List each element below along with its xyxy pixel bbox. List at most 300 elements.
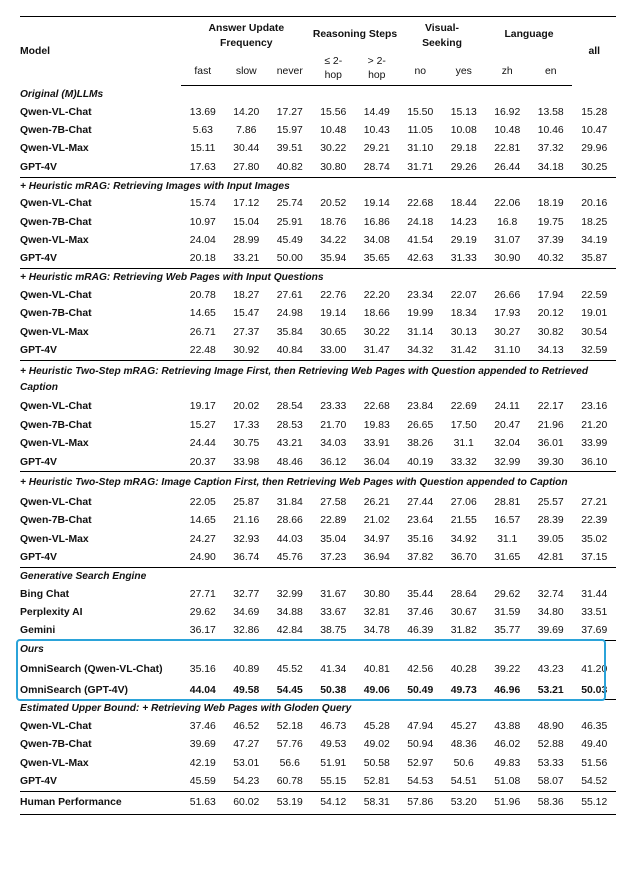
model-name: GPT-4V bbox=[20, 776, 57, 788]
cell-no: 50.94 bbox=[407, 739, 434, 751]
cell-no: 54.53 bbox=[407, 776, 434, 788]
cell-zh: 32.04 bbox=[494, 438, 521, 450]
cell-fast: 24.90 bbox=[189, 552, 216, 564]
cell-all: 22.59 bbox=[581, 289, 608, 301]
cell-yes: 50.6 bbox=[453, 757, 474, 769]
cell-en: 25.57 bbox=[537, 496, 564, 508]
cell-le-2-hop: 22.76 bbox=[320, 289, 347, 301]
section-header bbox=[20, 700, 616, 718]
cell-yes: 27.06 bbox=[450, 496, 477, 508]
model-name: GPT-4V bbox=[20, 552, 57, 564]
model-name: Qwen-VL-Chat bbox=[20, 721, 92, 733]
cell-all: 54.52 bbox=[581, 776, 608, 788]
table-row bbox=[20, 530, 616, 548]
cell-no: 46.39 bbox=[407, 625, 434, 637]
cell-all: 41.20 bbox=[581, 663, 608, 675]
cell-en: 13.58 bbox=[537, 106, 564, 118]
cell-gt-2-hop: 14.49 bbox=[363, 106, 390, 118]
cell-no: 57.86 bbox=[399, 791, 442, 814]
cell-gt-2-hop: 34.97 bbox=[363, 533, 390, 545]
cell-fast: 15.27 bbox=[189, 419, 216, 431]
cell-never: 57.76 bbox=[276, 739, 303, 751]
cell-fast: 15.11 bbox=[190, 143, 216, 155]
cell-never: 28.66 bbox=[276, 515, 303, 527]
cell-yes: 53.20 bbox=[442, 791, 486, 814]
model-name: Qwen-7B-Chat bbox=[20, 216, 92, 228]
cell-never: 45.49 bbox=[276, 235, 303, 247]
table-row bbox=[20, 622, 616, 641]
cell-zh: 24.11 bbox=[494, 401, 520, 413]
cell-no: 24.18 bbox=[407, 216, 434, 228]
header-zh: zh bbox=[485, 51, 528, 86]
table-row bbox=[20, 250, 616, 269]
cell-gt-2-hop: 32.81 bbox=[363, 606, 390, 618]
cell-en: 42.81 bbox=[537, 552, 564, 564]
cell-zh: 31.10 bbox=[494, 344, 521, 356]
cell-gt-2-hop: 58.31 bbox=[355, 791, 398, 814]
cell-zh: 10.48 bbox=[494, 125, 521, 137]
cell-le-2-hop: 38.75 bbox=[320, 625, 347, 637]
section-title: + Heuristic mRAG: Retrieving Images with Input Images bbox=[20, 177, 616, 195]
cell-yes: 31.33 bbox=[450, 253, 477, 265]
cell-yes: 29.19 bbox=[450, 235, 477, 247]
cell-slow: 7.86 bbox=[236, 125, 257, 137]
cell-all: 29.96 bbox=[581, 143, 608, 155]
cell-no: 35.44 bbox=[407, 588, 434, 600]
cell-slow: 32.86 bbox=[233, 625, 260, 637]
cell-slow: 27.37 bbox=[233, 326, 260, 338]
results-body bbox=[20, 86, 616, 815]
cell-en: 17.94 bbox=[537, 289, 564, 301]
table-row bbox=[20, 416, 616, 434]
cell-zh: 26.44 bbox=[494, 161, 521, 173]
cell-never: 32.99 bbox=[276, 588, 303, 600]
cell-slow: 18.27 bbox=[233, 289, 260, 301]
cell-gt-2-hop: 36.94 bbox=[363, 552, 390, 564]
cell-gt-2-hop: 36.04 bbox=[363, 456, 390, 468]
cell-slow: 47.27 bbox=[233, 739, 260, 751]
cell-gt-2-hop: 21.02 bbox=[363, 515, 390, 527]
cell-le-2-hop: 21.70 bbox=[320, 419, 347, 431]
cell-le-2-hop: 20.52 bbox=[320, 198, 347, 210]
section-title: Generative Search Engine bbox=[20, 567, 616, 585]
section-title: + Heuristic Two-Step mRAG: Retrieving Image First, then Retrieving Web Pages with Question appended to Retrieved Caption bbox=[20, 360, 616, 398]
cell-no: 23.84 bbox=[407, 401, 434, 413]
cell-en: 34.13 bbox=[537, 344, 564, 356]
cell-fast: 24.44 bbox=[189, 438, 216, 450]
cell-yes: 34.92 bbox=[450, 533, 477, 545]
cell-no: 15.50 bbox=[407, 106, 434, 118]
cell-zh: 51.08 bbox=[494, 776, 521, 788]
cell-en: 36.01 bbox=[537, 438, 564, 450]
cell-slow: 17.12 bbox=[233, 198, 260, 210]
cell-en: 21.96 bbox=[537, 419, 564, 431]
model-name: Human Performance bbox=[20, 791, 181, 814]
cell-all: 18.25 bbox=[581, 216, 608, 228]
model-name: Qwen-VL-Chat bbox=[20, 198, 92, 210]
cell-all: 30.25 bbox=[581, 161, 608, 173]
cell-fast: 37.46 bbox=[189, 721, 216, 733]
cell-en: 20.12 bbox=[537, 308, 564, 320]
table-row bbox=[20, 158, 616, 177]
cell-no: 22.68 bbox=[407, 198, 434, 210]
cell-yes: 40.28 bbox=[450, 663, 477, 675]
cell-yes: 54.51 bbox=[450, 776, 477, 788]
section-header bbox=[20, 269, 616, 287]
cell-en: 28.39 bbox=[537, 515, 564, 527]
model-name: Qwen-VL-Chat bbox=[20, 401, 92, 413]
cell-never: 28.53 bbox=[276, 419, 303, 431]
cell-yes: 15.13 bbox=[450, 106, 477, 118]
cell-fast: 36.17 bbox=[189, 625, 216, 637]
cell-le-2-hop: 37.23 bbox=[320, 552, 347, 564]
cell-en: 39.69 bbox=[537, 625, 564, 637]
cell-no: 37.46 bbox=[407, 606, 434, 618]
cell-no: 37.82 bbox=[407, 552, 434, 564]
table-row bbox=[20, 341, 616, 360]
cell-all: 19.01 bbox=[581, 308, 608, 320]
cell-gt-2-hop: 19.14 bbox=[363, 198, 390, 210]
cell-le-2-hop: 41.34 bbox=[320, 663, 347, 675]
cell-gt-2-hop: 33.91 bbox=[363, 438, 390, 450]
cell-zh: 35.77 bbox=[494, 625, 521, 637]
cell-never: 35.84 bbox=[276, 326, 303, 338]
cell-gt-2-hop: 40.81 bbox=[363, 663, 390, 675]
model-name: Qwen-VL-Max bbox=[20, 326, 89, 338]
header-language: Language bbox=[485, 17, 572, 52]
table-row bbox=[20, 717, 616, 735]
cell-never: 27.61 bbox=[276, 289, 303, 301]
cell-en: 34.18 bbox=[537, 161, 564, 173]
cell-no: 31.14 bbox=[407, 326, 434, 338]
cell-en: 34.80 bbox=[537, 606, 564, 618]
cell-no: 41.54 bbox=[407, 235, 434, 247]
cell-never: 25.74 bbox=[276, 198, 303, 210]
cell-yes: 14.23 bbox=[450, 216, 477, 228]
section-header bbox=[20, 177, 616, 195]
cell-gt-2-hop: 19.83 bbox=[363, 419, 390, 431]
section-title: Ours bbox=[20, 640, 616, 658]
cell-gt-2-hop: 18.66 bbox=[363, 308, 390, 320]
cell-all: 35.87 bbox=[581, 253, 608, 265]
cell-yes: 31.42 bbox=[450, 344, 477, 356]
cell-slow: 60.02 bbox=[225, 791, 268, 814]
cell-gt-2-hop: 28.74 bbox=[363, 161, 390, 173]
cell-no: 27.44 bbox=[407, 496, 434, 508]
cell-never: 24.98 bbox=[276, 308, 303, 320]
cell-yes: 29.26 bbox=[450, 161, 477, 173]
cell-zh: 16.92 bbox=[494, 106, 521, 118]
cell-gt-2-hop: 30.80 bbox=[363, 588, 390, 600]
cell-zh: 31.07 bbox=[494, 235, 521, 247]
header-reasoning-steps: Reasoning Steps bbox=[312, 17, 399, 52]
cell-slow: 17.33 bbox=[233, 419, 260, 431]
human-performance-row bbox=[20, 791, 616, 814]
cell-le-2-hop: 30.22 bbox=[320, 143, 347, 155]
cell-no: 47.94 bbox=[407, 721, 434, 733]
cell-le-2-hop: 22.89 bbox=[320, 515, 347, 527]
cell-en: 48.90 bbox=[537, 721, 564, 733]
cell-le-2-hop: 19.14 bbox=[320, 308, 347, 320]
section-header bbox=[20, 86, 616, 104]
cell-le-2-hop: 35.04 bbox=[320, 533, 347, 545]
table-row bbox=[20, 585, 616, 603]
cell-zh: 31.65 bbox=[494, 552, 521, 564]
header-all: all bbox=[572, 17, 616, 86]
cell-slow: 25.87 bbox=[233, 496, 260, 508]
cell-fast: 13.69 bbox=[189, 106, 216, 118]
cell-no: 26.65 bbox=[407, 419, 434, 431]
cell-en: 53.21 bbox=[537, 684, 564, 696]
cell-fast: 15.74 bbox=[189, 198, 216, 210]
cell-fast: 22.05 bbox=[189, 496, 216, 508]
cell-zh: 28.81 bbox=[494, 496, 521, 508]
table-row bbox=[20, 195, 616, 213]
cell-en: 22.17 bbox=[537, 401, 564, 413]
cell-zh: 51.96 bbox=[485, 791, 528, 814]
cell-never: 25.91 bbox=[276, 216, 303, 228]
cell-fast: 26.71 bbox=[189, 326, 216, 338]
header-slow: slow bbox=[225, 51, 268, 86]
cell-zh: 31.1 bbox=[497, 533, 518, 545]
cell-en: 58.07 bbox=[537, 776, 564, 788]
cell-fast: 17.63 bbox=[189, 161, 216, 173]
cell-gt-2-hop: 26.21 bbox=[363, 496, 390, 508]
table-row bbox=[20, 493, 616, 511]
cell-le-2-hop: 31.67 bbox=[320, 588, 347, 600]
cell-never: 54.45 bbox=[276, 684, 303, 696]
model-name: Qwen-VL-Max bbox=[20, 143, 89, 155]
table-row bbox=[20, 453, 616, 472]
cell-no: 50.49 bbox=[407, 684, 434, 696]
cell-gt-2-hop: 50.58 bbox=[363, 757, 390, 769]
cell-en: 52.88 bbox=[537, 739, 564, 751]
cell-no: 42.56 bbox=[407, 663, 434, 675]
cell-slow: 34.69 bbox=[233, 606, 260, 618]
cell-le-2-hop: 34.22 bbox=[320, 235, 347, 247]
cell-yes: 29.18 bbox=[450, 143, 477, 155]
cell-yes: 17.50 bbox=[450, 419, 477, 431]
table-row bbox=[20, 323, 616, 341]
header-gt-2-hop: > 2-hop bbox=[355, 51, 398, 86]
model-name: Qwen-7B-Chat bbox=[20, 515, 92, 527]
cell-no: 52.97 bbox=[407, 757, 434, 769]
model-name: Qwen-VL-Max bbox=[20, 757, 89, 769]
cell-never: 42.84 bbox=[276, 625, 303, 637]
table-row bbox=[20, 434, 616, 452]
table-row bbox=[20, 512, 616, 530]
header-never: never bbox=[268, 51, 312, 86]
cell-fast: 10.97 bbox=[189, 216, 216, 228]
section-title: + Heuristic mRAG: Retrieving Web Pages with Input Questions bbox=[20, 269, 616, 287]
cell-en: 30.82 bbox=[537, 326, 564, 338]
cell-slow: 32.93 bbox=[233, 533, 260, 545]
cell-never: 44.03 bbox=[276, 533, 303, 545]
cell-zh: 39.22 bbox=[494, 663, 521, 675]
cell-gt-2-hop: 10.43 bbox=[363, 125, 390, 137]
cell-never: 28.54 bbox=[276, 401, 303, 413]
cell-all: 15.28 bbox=[581, 106, 608, 118]
header-yes: yes bbox=[442, 51, 486, 86]
cell-gt-2-hop: 34.08 bbox=[363, 235, 390, 247]
cell-fast: 35.16 bbox=[189, 663, 216, 675]
cell-fast: 20.37 bbox=[189, 456, 216, 468]
cell-all: 27.21 bbox=[581, 496, 608, 508]
cell-le-2-hop: 33.67 bbox=[320, 606, 347, 618]
cell-slow: 40.89 bbox=[233, 663, 260, 675]
cell-gt-2-hop: 45.28 bbox=[363, 721, 390, 733]
cell-all: 35.02 bbox=[581, 533, 608, 545]
cell-en: 32.74 bbox=[537, 588, 564, 600]
cell-fast: 51.63 bbox=[181, 791, 224, 814]
model-name: Qwen-VL-Chat bbox=[20, 496, 92, 508]
model-name: GPT-4V bbox=[20, 253, 57, 265]
cell-all: 37.15 bbox=[581, 552, 608, 564]
table-row bbox=[20, 773, 616, 792]
cell-zh: 30.90 bbox=[494, 253, 521, 265]
cell-never: 39.51 bbox=[276, 143, 303, 155]
model-name: GPT-4V bbox=[20, 344, 57, 356]
cell-all: 37.69 bbox=[581, 625, 608, 637]
cell-all: 23.16 bbox=[581, 401, 608, 413]
cell-slow: 21.16 bbox=[233, 515, 260, 527]
cell-en: 58.36 bbox=[529, 791, 573, 814]
model-name: Qwen-7B-Chat bbox=[20, 308, 92, 320]
cell-en: 40.32 bbox=[537, 253, 564, 265]
model-name: Qwen-VL-Chat bbox=[20, 289, 92, 301]
cell-le-2-hop: 18.76 bbox=[320, 216, 347, 228]
cell-fast: 39.69 bbox=[189, 739, 216, 751]
cell-slow: 30.92 bbox=[233, 344, 260, 356]
cell-le-2-hop: 10.48 bbox=[320, 125, 347, 137]
cell-yes: 48.36 bbox=[450, 739, 477, 751]
cell-gt-2-hop: 49.02 bbox=[363, 739, 390, 751]
cell-gt-2-hop: 34.78 bbox=[363, 625, 390, 637]
cell-no: 23.64 bbox=[407, 515, 434, 527]
table-row bbox=[20, 231, 616, 249]
cell-slow: 33.98 bbox=[233, 456, 260, 468]
cell-en: 10.46 bbox=[537, 125, 564, 137]
cell-all: 31.44 bbox=[581, 588, 608, 600]
cell-never: 56.6 bbox=[279, 757, 300, 769]
cell-all: 55.12 bbox=[572, 791, 616, 814]
cell-gt-2-hop: 29.21 bbox=[363, 143, 390, 155]
cell-zh: 49.83 bbox=[494, 757, 521, 769]
cell-en: 39.05 bbox=[537, 533, 564, 545]
header-le-2-hop: ≤ 2-hop bbox=[312, 51, 355, 86]
cell-zh: 46.96 bbox=[494, 684, 521, 696]
cell-never: 53.19 bbox=[268, 791, 312, 814]
cell-zh: 17.93 bbox=[494, 308, 521, 320]
cell-fast: 29.62 bbox=[189, 606, 216, 618]
cell-zh: 30.27 bbox=[494, 326, 521, 338]
cell-all: 49.40 bbox=[581, 739, 608, 751]
table-row bbox=[20, 286, 616, 304]
model-name: Qwen-7B-Chat bbox=[20, 739, 92, 751]
cell-fast: 14.65 bbox=[189, 308, 216, 320]
cell-gt-2-hop: 22.20 bbox=[363, 289, 390, 301]
header-answer-update-frequency: Answer Update Frequency bbox=[181, 17, 311, 52]
cell-no: 34.32 bbox=[407, 344, 434, 356]
cell-all: 51.56 bbox=[581, 757, 608, 769]
cell-zh: 32.99 bbox=[494, 456, 521, 468]
cell-fast: 22.48 bbox=[189, 344, 216, 356]
cell-all: 30.54 bbox=[581, 326, 608, 338]
cell-slow: 14.20 bbox=[233, 106, 260, 118]
cell-le-2-hop: 35.94 bbox=[320, 253, 347, 265]
section-header bbox=[20, 472, 616, 494]
cell-zh: 16.8 bbox=[497, 216, 518, 228]
cell-never: 40.84 bbox=[276, 344, 303, 356]
cell-never: 31.84 bbox=[276, 496, 303, 508]
cell-no: 35.16 bbox=[407, 533, 434, 545]
cell-never: 48.46 bbox=[276, 456, 303, 468]
cell-all: 50.03 bbox=[581, 684, 608, 696]
cell-fast: 24.04 bbox=[189, 235, 216, 247]
cell-le-2-hop: 46.73 bbox=[320, 721, 347, 733]
cell-never: 34.88 bbox=[276, 606, 303, 618]
model-name: Qwen-VL-Max bbox=[20, 235, 89, 247]
cell-zh: 22.06 bbox=[494, 198, 521, 210]
cell-never: 17.27 bbox=[276, 106, 303, 118]
cell-yes: 49.73 bbox=[450, 684, 477, 696]
cell-no: 23.34 bbox=[407, 289, 434, 301]
model-name: Qwen-7B-Chat bbox=[20, 419, 92, 431]
table-row bbox=[20, 103, 616, 121]
cell-le-2-hop: 30.65 bbox=[320, 326, 347, 338]
cell-slow: 20.02 bbox=[233, 401, 260, 413]
model-name: Gemini bbox=[20, 625, 56, 637]
cell-yes: 28.64 bbox=[450, 588, 477, 600]
section-title: + Heuristic Two-Step mRAG: Image Caption First, then Retrieving Web Pages with Question appended to Caption bbox=[20, 472, 616, 494]
model-name: Qwen-VL-Max bbox=[20, 533, 89, 545]
model-name: Bing Chat bbox=[20, 588, 70, 600]
cell-yes: 18.34 bbox=[450, 308, 477, 320]
cell-never: 60.78 bbox=[276, 776, 303, 788]
cell-fast: 45.59 bbox=[189, 776, 216, 788]
cell-no: 42.63 bbox=[407, 253, 434, 265]
cell-all: 22.39 bbox=[581, 515, 608, 527]
cell-fast: 19.17 bbox=[189, 401, 216, 413]
cell-en: 19.75 bbox=[537, 216, 564, 228]
cell-all: 20.16 bbox=[581, 198, 608, 210]
cell-never: 50.00 bbox=[276, 253, 303, 265]
cell-never: 45.76 bbox=[276, 552, 303, 564]
cell-fast: 20.18 bbox=[189, 253, 216, 265]
cell-all: 21.20 bbox=[581, 419, 608, 431]
cell-yes: 31.1 bbox=[453, 438, 474, 450]
table-row bbox=[20, 603, 616, 621]
cell-yes: 45.27 bbox=[450, 721, 477, 733]
header-model: Model bbox=[20, 17, 181, 86]
cell-zh: 20.47 bbox=[494, 419, 521, 431]
cell-never: 40.82 bbox=[276, 161, 303, 173]
cell-yes: 10.08 bbox=[450, 125, 477, 137]
cell-gt-2-hop: 49.06 bbox=[363, 684, 390, 696]
cell-le-2-hop: 23.33 bbox=[320, 401, 347, 413]
model-name: Qwen-VL-Chat bbox=[20, 106, 92, 118]
cell-slow: 36.74 bbox=[233, 552, 260, 564]
cell-no: 11.05 bbox=[407, 125, 433, 137]
cell-no: 31.10 bbox=[407, 143, 434, 155]
table-row bbox=[20, 305, 616, 323]
cell-yes: 22.07 bbox=[450, 289, 477, 301]
cell-le-2-hop: 50.38 bbox=[320, 684, 347, 696]
cell-slow: 30.44 bbox=[233, 143, 260, 155]
header-no: no bbox=[399, 51, 442, 86]
cell-slow: 15.47 bbox=[233, 308, 260, 320]
cell-yes: 22.69 bbox=[450, 401, 477, 413]
